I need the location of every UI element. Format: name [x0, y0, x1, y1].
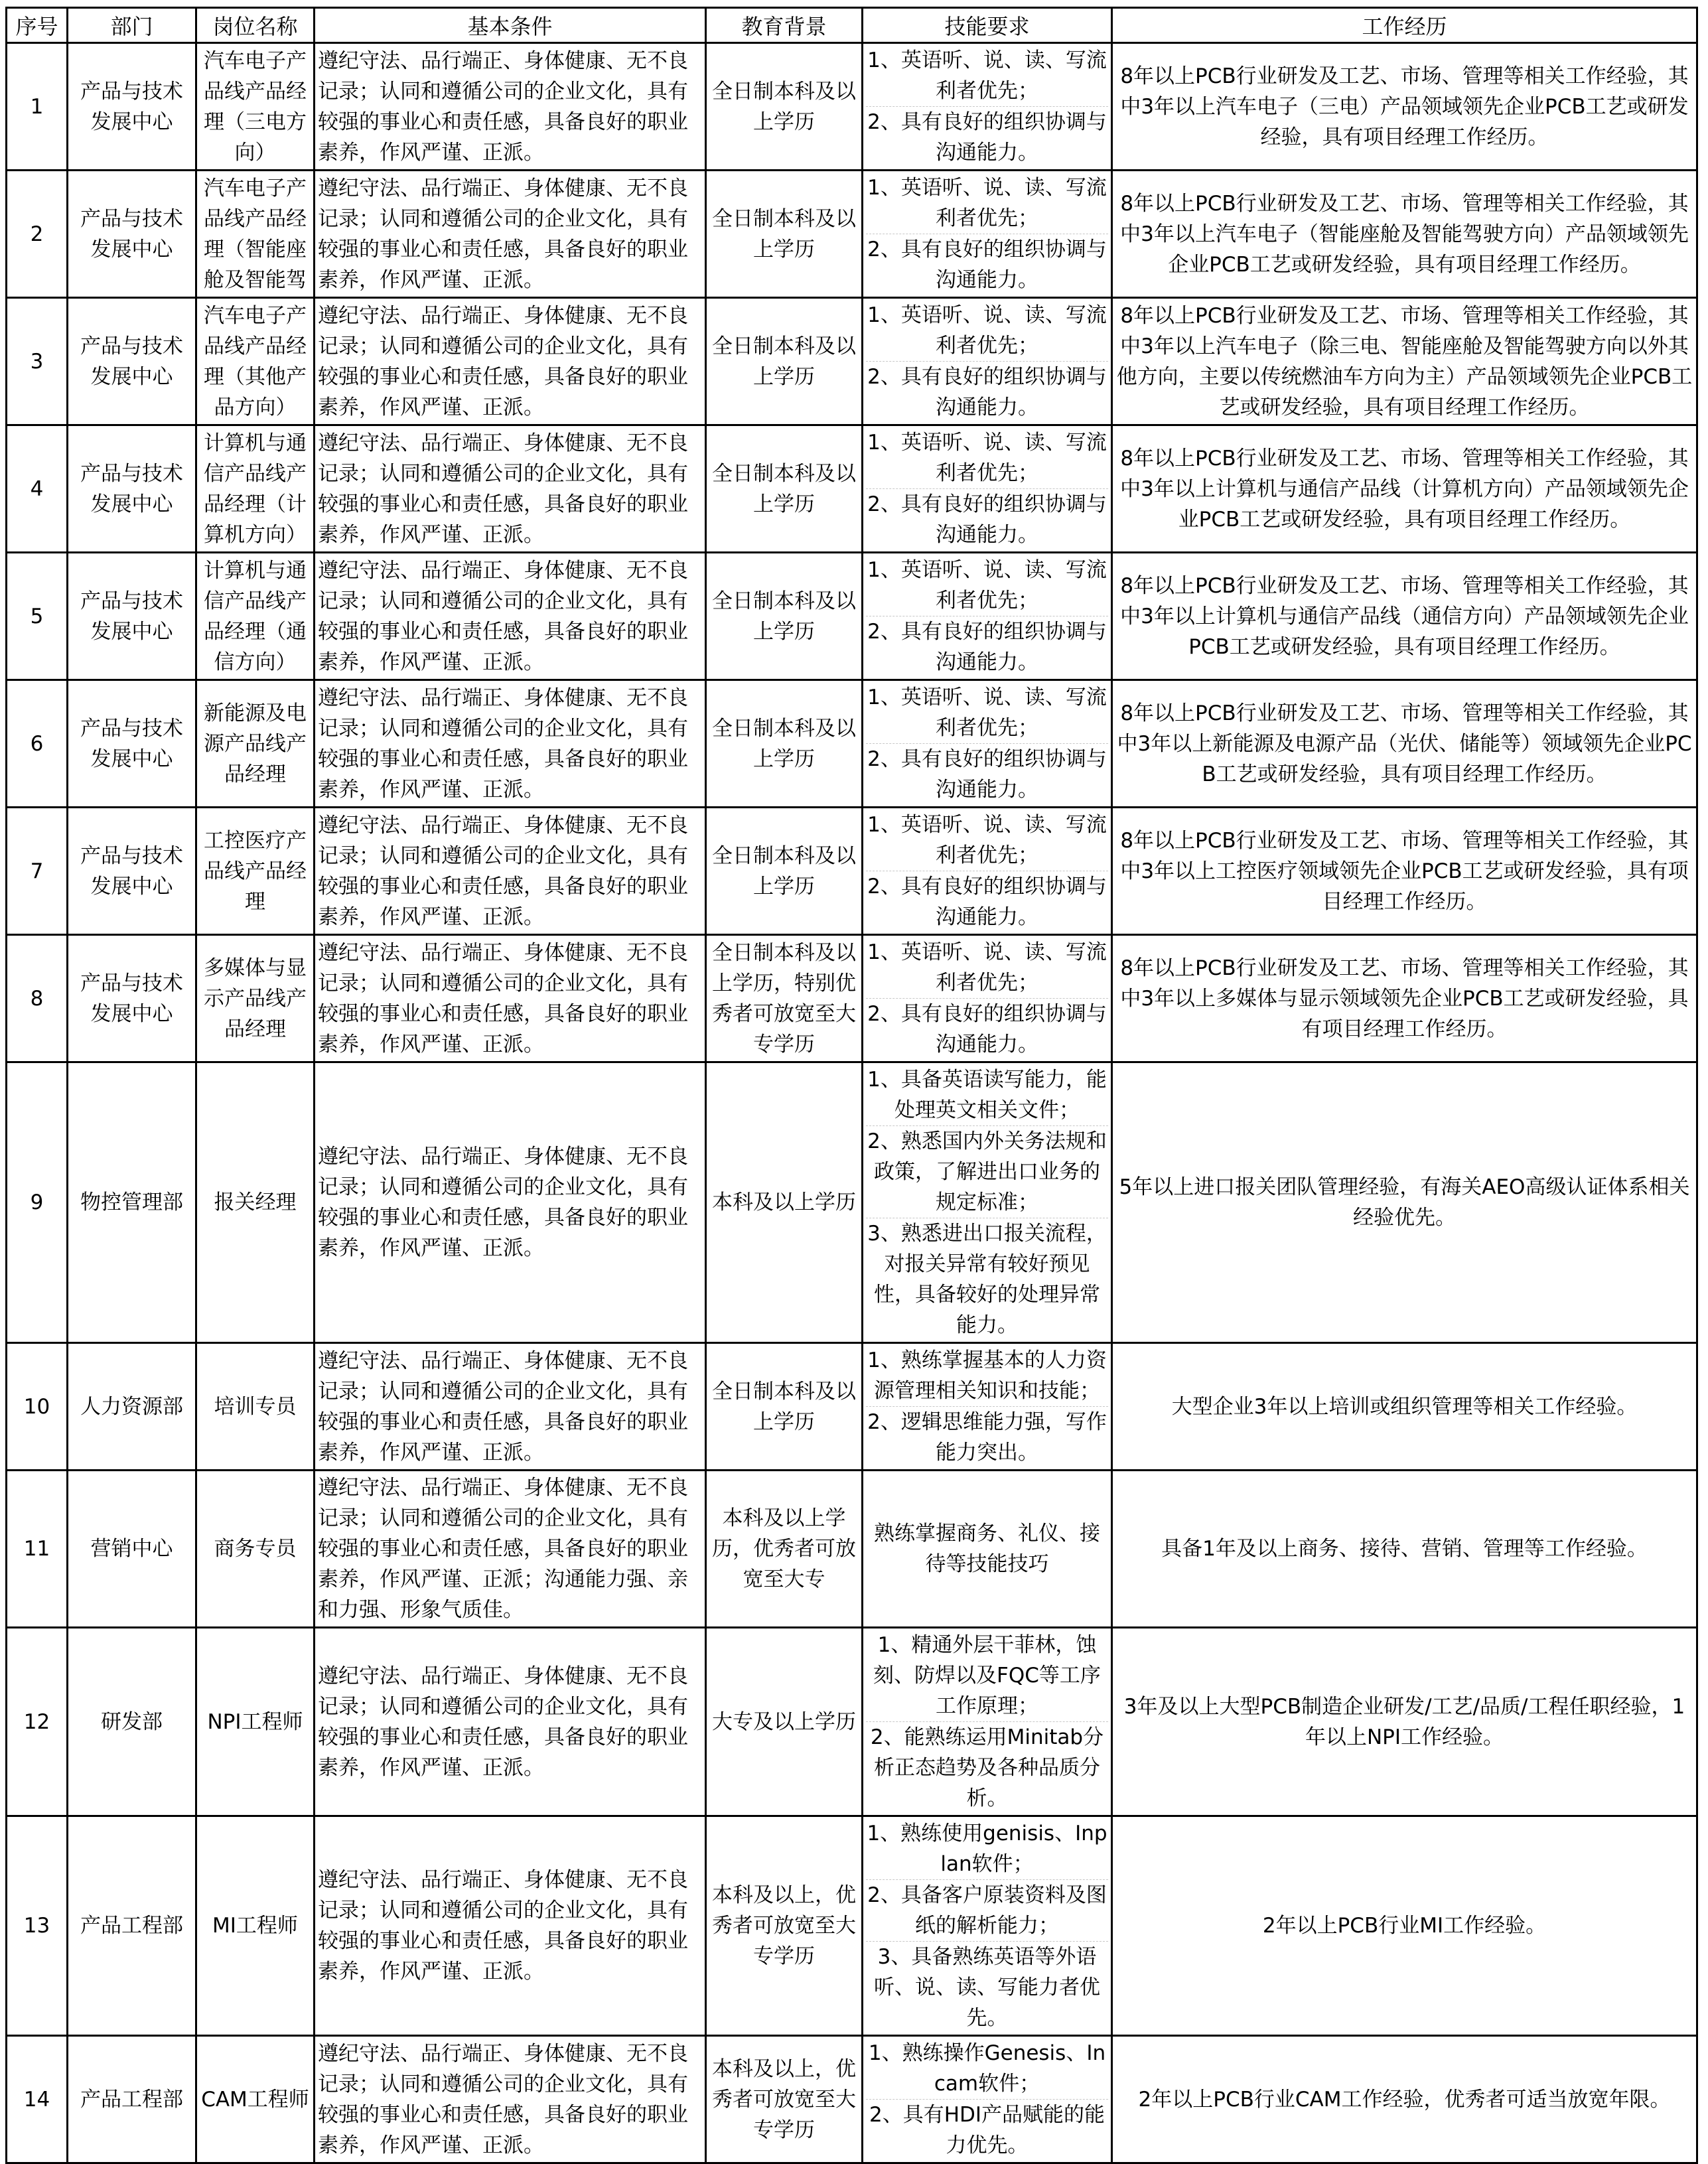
- experience-text: 大型企业3年以上培训或组织管理等相关工作经验。: [1171, 1394, 1638, 1419]
- skill-item: 3、熟悉进出口报关流程，对报关异常有较好预见性，具备较好的处理异常能力。: [866, 1218, 1108, 1340]
- position-cell: 汽车电子产品线产品经理（三电方向）: [196, 43, 315, 171]
- row-number: 9: [7, 1062, 68, 1343]
- skills-cell: [863, 680, 1112, 808]
- education-cell: 本科及以上学历，优秀者可放宽至大专: [706, 1471, 863, 1628]
- experience-text: 8年以上PCB行业研发及工艺、市场、管理等相关工作经验，其中3年以上工控医疗领域领先企业PCB工艺或研发经验，具有项目经理工作经历。: [1120, 828, 1689, 914]
- education-cell: 全日制本科及以上学历: [706, 298, 863, 425]
- basic-conditions-cell: 遵纪守法、品行端正、身体健康、无不良记录；认同和遵循公司的企业文化，具有较强的事业心和责任感，具备良好的职业素养，作风严谨、正派；沟通能力强、亲和力强、形象气质佳。: [315, 1471, 706, 1628]
- position-cell: 培训专员: [196, 1343, 315, 1471]
- table-row: [7, 680, 1697, 808]
- basic-conditions-cell: 遵纪守法、品行端正、身体健康、无不良记录；认同和遵循公司的企业文化，具有较强的事业心和责任感，具备良好的职业素养，作风严谨、正派。: [315, 935, 706, 1062]
- department-cell: 产品与技术发展中心: [68, 808, 196, 935]
- basic-conditions-cell: 遵纪守法、品行端正、身体健康、无不良记录；认同和遵循公司的企业文化，具有较强的事业心和责任感，具备良好的职业素养，作风严谨、正派。: [315, 553, 706, 680]
- position-cell: 计算机与通信产品线产品经理（通信方向）: [196, 553, 315, 680]
- header-basic: 基本条件: [315, 8, 706, 43]
- position-cell: 工控医疗产品线产品经理: [196, 808, 315, 935]
- row-number: 2: [7, 171, 68, 298]
- education-cell: 全日制本科及以上学历: [706, 808, 863, 935]
- skills-cell: [863, 935, 1112, 1062]
- department-cell: 产品与技术发展中心: [68, 935, 196, 1062]
- table-row: [7, 553, 1697, 680]
- skills-cell: [863, 1471, 1112, 1628]
- experience-text: 2年以上PCB行业MI工作经验。: [1262, 1914, 1547, 1938]
- row-number: 11: [7, 1471, 68, 1628]
- skill-item: 2、具备客户原装资料及图纸的解析能力；: [866, 1879, 1108, 1941]
- skill-item: 2、具有良好的组织协调与沟通能力。: [866, 488, 1108, 550]
- experience-cell: [1112, 1816, 1697, 2036]
- education-cell: 本科及以上学历: [706, 1062, 863, 1343]
- experience-text: 8年以上PCB行业研发及工艺、市场、管理等相关工作经验，其中3年以上汽车电子（三电）产品领域领先企业PCB工艺或研发经验，具有项目经理工作经历。: [1120, 64, 1689, 149]
- table-row: [7, 808, 1697, 935]
- experience-cell: [1112, 553, 1697, 680]
- row-number: 8: [7, 935, 68, 1062]
- basic-conditions-cell: 遵纪守法、品行端正、身体健康、无不良记录；认同和遵循公司的企业文化，具有较强的事业心和责任感，具备良好的职业素养，作风严谨、正派。: [315, 808, 706, 935]
- department-cell: 研发部: [68, 1628, 196, 1816]
- education-cell: 全日制本科及以上学历，特别优秀者可放宽至大专学历: [706, 935, 863, 1062]
- skill-item: 2、具有良好的组织协调与沟通能力。: [866, 998, 1108, 1060]
- basic-conditions-cell: 遵纪守法、品行端正、身体健康、无不良记录；认同和遵循公司的企业文化，具有较强的事业心和责任感，具备良好的职业素养，作风严谨、正派。: [315, 425, 706, 553]
- skill-item: 2、具有良好的组织协调与沟通能力。: [866, 361, 1108, 423]
- department-cell: 产品与技术发展中心: [68, 425, 196, 553]
- skills-cell: [863, 1343, 1112, 1471]
- experience-text: 8年以上PCB行业研发及工艺、市场、管理等相关工作经验，其中3年以上新能源及电源产品（光伏、储能等）领域领先企业PCB工艺或研发经验，具有项目经理工作经历。: [1117, 701, 1692, 786]
- position-cell: 计算机与通信产品线产品经理（计算机方向）: [196, 425, 315, 553]
- skill-item: 2、具有良好的组织协调与沟通能力。: [866, 234, 1108, 295]
- position-cell: CAM工程师: [196, 2036, 315, 2163]
- skill-item: 1、英语听、说、读、写流利者优先；: [867, 558, 1107, 613]
- education-cell: 全日制本科及以上学历: [706, 171, 863, 298]
- education-cell: 本科及以上，优秀者可放宽至大专学历: [706, 1816, 863, 2036]
- department-cell: 产品与技术发展中心: [68, 553, 196, 680]
- department-cell: 产品与技术发展中心: [68, 298, 196, 425]
- skill-item: 1、具备英语读写能力，能处理英文相关文件；: [867, 1068, 1107, 1122]
- position-cell: 报关经理: [196, 1062, 315, 1343]
- table-row: [7, 1062, 1697, 1343]
- skill-item: 1、英语听、说、读、写流利者优先；: [867, 431, 1107, 485]
- department-cell: 人力资源部: [68, 1343, 196, 1471]
- header-dept: 部门: [68, 8, 196, 43]
- skills-cell: [863, 1062, 1112, 1343]
- education-cell: 全日制本科及以上学历: [706, 43, 863, 171]
- skill-item: 1、英语听、说、读、写流利者优先；: [867, 303, 1107, 358]
- experience-cell: [1112, 2036, 1697, 2163]
- row-number: 13: [7, 1816, 68, 2036]
- education-cell: 大专及以上学历: [706, 1628, 863, 1816]
- experience-cell: [1112, 425, 1697, 553]
- table-row: [7, 298, 1697, 425]
- row-number: 14: [7, 2036, 68, 2163]
- row-number: 5: [7, 553, 68, 680]
- skill-item: 2、熟悉国内外关务法规和政策，了解进出口业务的规定标准；: [866, 1125, 1108, 1218]
- education-cell: 全日制本科及以上学历: [706, 553, 863, 680]
- basic-conditions-cell: 遵纪守法、品行端正、身体健康、无不良记录；认同和遵循公司的企业文化，具有较强的事业心和责任感，具备良好的职业素养，作风严谨、正派。: [315, 680, 706, 808]
- experience-cell: [1112, 680, 1697, 808]
- department-cell: 营销中心: [68, 1471, 196, 1628]
- header-skills: 技能要求: [863, 8, 1112, 43]
- education-cell: 本科及以上，优秀者可放宽至大专学历: [706, 2036, 863, 2163]
- table-row: [7, 425, 1697, 553]
- skill-item: 1、英语听、说、读、写流利者优先；: [867, 176, 1107, 230]
- basic-conditions-cell: 遵纪守法、品行端正、身体健康、无不良记录；认同和遵循公司的企业文化，具有较强的事业心和责任感，具备良好的职业素养，作风严谨、正派。: [315, 1628, 706, 1816]
- experience-cell: [1112, 43, 1697, 171]
- experience-text: 8年以上PCB行业研发及工艺、市场、管理等相关工作经验，其中3年以上汽车电子（智能座舱及智能驾驶方向）产品领域领先企业PCB工艺或研发经验，具有项目经理工作经历。: [1120, 191, 1689, 277]
- experience-text: 2年以上PCB行业CAM工作经验，优秀者可适当放宽年限。: [1138, 2087, 1671, 2112]
- experience-text: 5年以上进口报关团队管理经验，有海关AEO高级认证体系相关经验优先。: [1119, 1175, 1690, 1230]
- basic-conditions-cell: 遵纪守法、品行端正、身体健康、无不良记录；认同和遵循公司的企业文化，具有较强的事业心和责任感，具备良好的职业素养，作风严谨、正派。: [315, 1062, 706, 1343]
- row-number: 7: [7, 808, 68, 935]
- table-row: [7, 171, 1697, 298]
- skills-cell: [863, 1628, 1112, 1816]
- skills-cell: [863, 171, 1112, 298]
- skill-item: 2、具有良好的组织协调与沟通能力。: [866, 616, 1108, 678]
- table-body: [7, 43, 1697, 2163]
- skill-item: 1、熟练使用genisis、Inplan软件；: [867, 1822, 1107, 1876]
- skill-item: 熟练掌握商务、礼仪、接待等技能技巧: [874, 1522, 1100, 1576]
- basic-conditions-cell: 遵纪守法、品行端正、身体健康、无不良记录；认同和遵循公司的企业文化，具有较强的事业心和责任感，具备良好的职业素养，作风严谨、正派。: [315, 298, 706, 425]
- row-number: 4: [7, 425, 68, 553]
- position-cell: 汽车电子产品线产品经理（智能座舱及智能驾: [196, 171, 315, 298]
- experience-cell: [1112, 1062, 1697, 1343]
- skills-cell: [863, 2036, 1112, 2163]
- table-row: [7, 1343, 1697, 1471]
- department-cell: 产品工程部: [68, 2036, 196, 2163]
- header-education: 教育背景: [706, 8, 863, 43]
- row-number: 1: [7, 43, 68, 171]
- skills-cell: [863, 298, 1112, 425]
- skill-item: 2、具有HDI产品赋能的能力优先。: [866, 2099, 1108, 2161]
- experience-cell: [1112, 1628, 1697, 1816]
- table-row: [7, 935, 1697, 1062]
- table-row: [7, 1816, 1697, 2036]
- skill-item: 1、英语听、说、读、写流利者优先；: [867, 685, 1107, 740]
- skill-item: 2、具有良好的组织协调与沟通能力。: [866, 106, 1108, 168]
- header-experience: 工作经历: [1112, 8, 1697, 43]
- skill-item: 2、逻辑思维能力强，写作能力突出。: [866, 1406, 1108, 1468]
- skill-item: 1、英语听、说、读、写流利者优先；: [867, 940, 1107, 995]
- experience-text: 8年以上PCB行业研发及工艺、市场、管理等相关工作经验，其中3年以上计算机与通信产品线（计算机方向）产品领域领先企业PCB工艺或研发经验，具有项目经理工作经历。: [1120, 446, 1689, 532]
- department-cell: 物控管理部: [68, 1062, 196, 1343]
- basic-conditions-cell: 遵纪守法、品行端正、身体健康、无不良记录；认同和遵循公司的企业文化，具有较强的事业心和责任感，具备良好的职业素养，作风严谨、正派。: [315, 43, 706, 171]
- skill-item: 1、英语听、说、读、写流利者优先；: [867, 48, 1107, 103]
- basic-conditions-cell: 遵纪守法、品行端正、身体健康、无不良记录；认同和遵循公司的企业文化，具有较强的事业心和责任感，具备良好的职业素养，作风严谨、正派。: [315, 2036, 706, 2163]
- job-requirements-table: [5, 7, 1698, 2164]
- department-cell: 产品工程部: [68, 1816, 196, 2036]
- department-cell: 产品与技术发展中心: [68, 43, 196, 171]
- skill-item: 2、能熟练运用Minitab分析正态趋势及各种品质分析。: [866, 1721, 1108, 1814]
- skills-cell: [863, 43, 1112, 171]
- row-number: 3: [7, 298, 68, 425]
- skills-cell: [863, 553, 1112, 680]
- basic-conditions-cell: 遵纪守法、品行端正、身体健康、无不良记录；认同和遵循公司的企业文化，具有较强的事业心和责任感，具备良好的职业素养，作风严谨、正派。: [315, 1343, 706, 1471]
- skill-item: 1、熟练掌握基本的人力资源管理相关知识和技能；: [867, 1348, 1107, 1403]
- experience-text: 具备1年及以上商务、接待、营销、管理等工作经验。: [1161, 1537, 1648, 1561]
- education-cell: 全日制本科及以上学历: [706, 1343, 863, 1471]
- skills-cell: [863, 425, 1112, 553]
- position-cell: 多媒体与显示产品线产品经理: [196, 935, 315, 1062]
- experience-cell: [1112, 171, 1697, 298]
- job-table-container: [5, 7, 1698, 2164]
- basic-conditions-cell: 遵纪守法、品行端正、身体健康、无不良记录；认同和遵循公司的企业文化，具有较强的事业心和责任感，具备良好的职业素养，作风严谨、正派。: [315, 171, 706, 298]
- experience-text: 8年以上PCB行业研发及工艺、市场、管理等相关工作经验，其中3年以上多媒体与显示领域领先企业PCB工艺或研发经验，具有项目经理工作经历。: [1120, 956, 1689, 1041]
- skills-cell: [863, 1816, 1112, 2036]
- table-row: [7, 1471, 1697, 1628]
- position-cell: 汽车电子产品线产品经理（其他产品方向）: [196, 298, 315, 425]
- table-row: [7, 1628, 1697, 1816]
- position-cell: 新能源及电源产品线产品经理: [196, 680, 315, 808]
- experience-cell: [1112, 1471, 1697, 1628]
- department-cell: 产品与技术发展中心: [68, 680, 196, 808]
- department-cell: 产品与技术发展中心: [68, 171, 196, 298]
- skill-item: 2、具有良好的组织协调与沟通能力。: [866, 743, 1108, 805]
- position-cell: MI工程师: [196, 1816, 315, 2036]
- basic-conditions-cell: 遵纪守法、品行端正、身体健康、无不良记录；认同和遵循公司的企业文化，具有较强的事业心和责任感，具备良好的职业素养，作风严谨、正派。: [315, 1816, 706, 2036]
- skills-cell: [863, 808, 1112, 935]
- experience-cell: [1112, 935, 1697, 1062]
- experience-cell: [1112, 808, 1697, 935]
- position-cell: 商务专员: [196, 1471, 315, 1628]
- table-row: [7, 43, 1697, 171]
- education-cell: 全日制本科及以上学历: [706, 680, 863, 808]
- skill-item: 1、精通外层干菲林，蚀刻、防焊以及FQC等工序工作原理；: [873, 1633, 1101, 1718]
- experience-cell: [1112, 1343, 1697, 1471]
- skill-item: 2、具有良好的组织协调与沟通能力。: [866, 871, 1108, 932]
- skill-item: 3、具备熟练英语等外语听、说、读、写能力者优先。: [866, 1941, 1108, 2033]
- experience-text: 8年以上PCB行业研发及工艺、市场、管理等相关工作经验，其中3年以上计算机与通信产品线（通信方向）产品领域领先企业PCB工艺或研发经验，具有项目经理工作经历。: [1120, 573, 1689, 659]
- header-row: [7, 8, 1697, 43]
- skill-item: 1、熟练操作Genesis、Incam软件；: [868, 2041, 1106, 2096]
- row-number: 6: [7, 680, 68, 808]
- position-cell: NPI工程师: [196, 1628, 315, 1816]
- education-cell: 全日制本科及以上学历: [706, 425, 863, 553]
- table-row: [7, 2036, 1697, 2163]
- header-position: 岗位名称: [196, 8, 315, 43]
- experience-cell: [1112, 298, 1697, 425]
- experience-text: 8年以上PCB行业研发及工艺、市场、管理等相关工作经验，其中3年以上汽车电子（除三电、智能座舱及智能驾驶方向以外其他方向，主要以传统燃油车方向为主）产品领域领先企业PCB工艺或研发经验，具有项目经理工作经历。: [1116, 303, 1693, 419]
- skill-item: 1、英语听、说、读、写流利者优先；: [867, 813, 1107, 867]
- header-no: 序号: [7, 8, 68, 43]
- row-number: 10: [7, 1343, 68, 1471]
- experience-text: 3年及以上大型PCB制造企业研发/工艺/品质/工程任职经验，1年以上NPI工作经验。: [1123, 1694, 1685, 1749]
- row-number: 12: [7, 1628, 68, 1816]
